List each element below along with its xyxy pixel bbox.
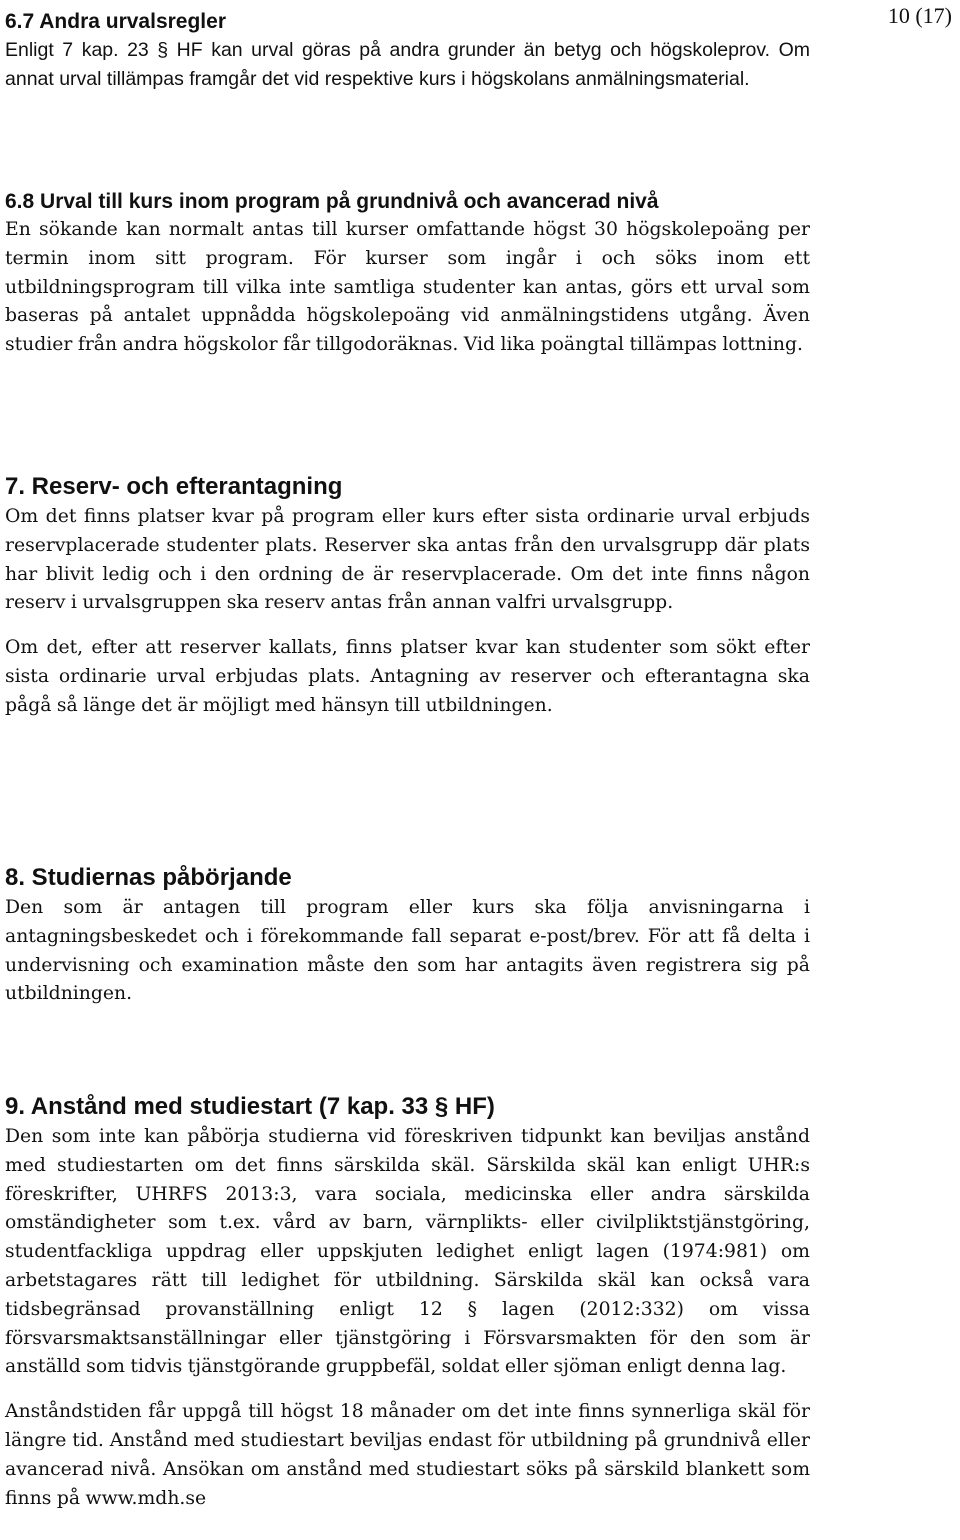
section-heading: 6.7 Andra urvalsregler [5, 10, 226, 33]
section-heading: 6.8 Urval till kurs inom program på grundnivå och avancerad nivå [5, 190, 659, 213]
section-heading: 9. Anstånd med studiestart (7 kap. 33 § HF) [5, 1093, 495, 1120]
section-paragraph: Den som inte kan påbörja studierna vid föreskriven tidpunkt kan beviljas anstånd med studiestarten om det finns särskilda skäl. Särskilda skäl kan enligt UHR:s föreskrifter, UHRFS 2013:3, vara sociala, medicinska eller andra särskilda omständigheter som t.ex. vård av barn, värnplikts- eller civilpliktstjänstgöring, studentfackliga uppdrag eller uppskjuten ledighet enligt lagen (1974:981) om arbetstagares rätt till ledighet för utbildning. Särskilda skäl kan också vara tidsbegränsad provanställning enligt 12 § lagen (2012:332) om vissa försvarsmaktsanställningar eller tjänstgöring i Försvarsmakten för den som är anställd som tidvis tjänstgörande gruppbefäl, soldat eller sjöman enligt denna lag. [5, 1126, 810, 1378]
section-paragraph: Anståndstiden får uppgå till högst 18 månader om det inte finns synnerliga skäl för längre tid. Anstånd med studiestart beviljas endast för utbildning på grundnivå eller avancerad nivå. Ansökan om anstånd med studiestart söks på särskild blankett som finns på www.mdh.se [5, 1401, 810, 1509]
section-paragraph: Om det, efter att reserver kallats, finns platser kvar kan studenter som sökt efter sista ordinarie urval erbjudas plats. Antagning av reserver och efterantagna ska pågå så länge det är möjligt med hänsyn till utbildningen. [5, 637, 810, 716]
section-9 [5, 1091, 810, 1513]
section-heading: 8. Studiernas påbörjande [5, 864, 292, 891]
section-paragraph: Den som är antagen till program eller kurs ska följa anvisningarna i antagningsbeskedet och i förekommande fall separat e-post/brev. För att få delta i undervisning och examination måste den som har antagits även registrera sig på utbildningen. [5, 897, 810, 1005]
page-number: 10 (17) [887, 3, 952, 28]
section-heading: 7. Reserv- och efterantagning [5, 473, 343, 500]
section-6-8 [5, 188, 810, 360]
section-paragraph: En sökande kan normalt antas till kurser omfattande högst 30 högskolepoäng per termin inom sitt program. För kurser som ingår i och söks inom ett utbildningsprogram till vilka inte samtliga studenter kan antas, görs ett urval som baseras på antalet uppnådda högskolepoäng vid anmälningstidens utgång. Även studier från andra högskolor får tillgodoräknas. Vid lika poängtal tillämpas lottning. [5, 219, 810, 356]
section-6-7 [5, 8, 810, 94]
section-paragraph: Enligt 7 kap. 23 § HF kan urval göras på andra grunder än betyg och högskoleprov. Om annat urval tillämpas framgår det vid respektive kurs i högskolans anmälningsmaterial. [5, 39, 810, 90]
section-7 [5, 471, 810, 721]
section-8 [5, 862, 810, 1009]
section-paragraph: Om det finns platser kvar på program eller kurs efter sista ordinarie urval erbjuds reservplacerade studenter plats. Reserver ska antas från den urvalsgrupp där plats har blivit ledig och i den ordning de är reservplacerade. Om det inte finns någon reserv i urvalsgruppen ska reserv antas från annan valfri urvalsgrupp. [5, 506, 810, 614]
